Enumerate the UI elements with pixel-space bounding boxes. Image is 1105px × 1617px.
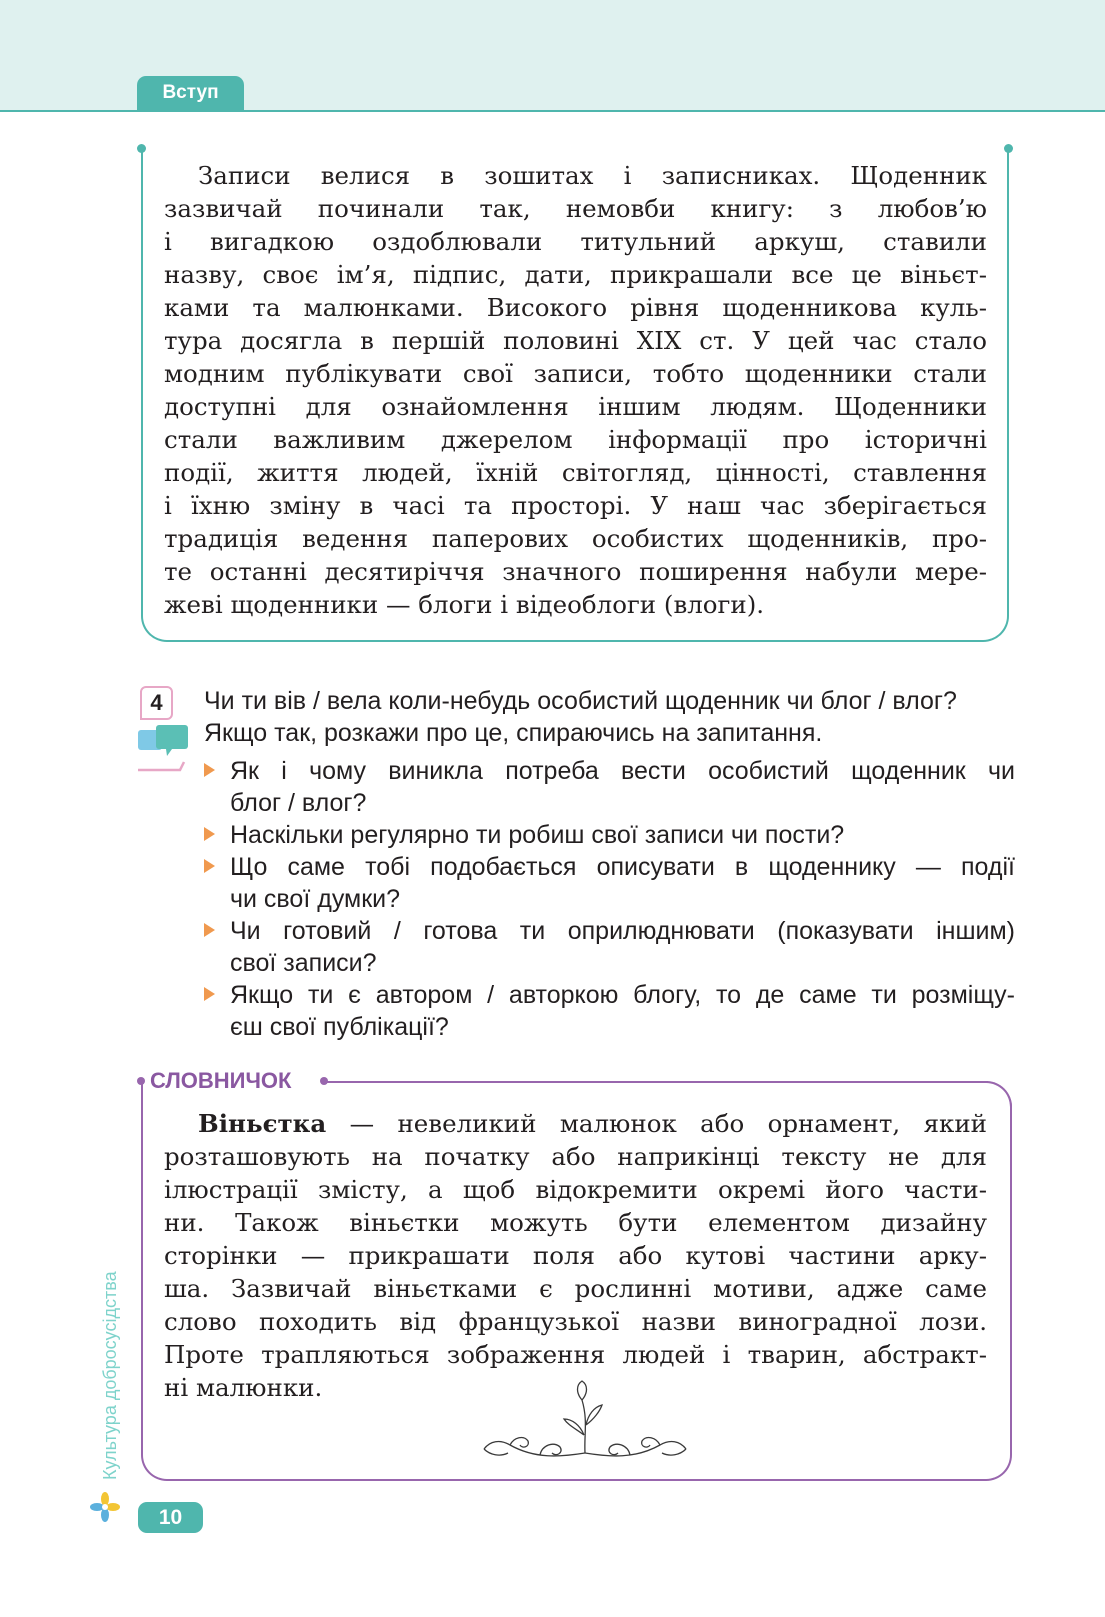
- glossary-line: сторінки — прикрашати поля або кутові частини арку-: [164, 1241, 987, 1270]
- question-line: Якщо ти є автором / авторкою блогу, то де саме ти розміщу-: [230, 981, 1015, 1009]
- glossary-line: ні малюнки.: [164, 1373, 323, 1402]
- glossary-line: слово походить від французької назви виноградної лози.: [164, 1307, 987, 1336]
- question-line: єш свої публікації?: [230, 1013, 449, 1041]
- vignette-ornament-icon: [480, 1375, 690, 1465]
- bullet-arrow-icon: [204, 987, 215, 1001]
- speech-bubble-tail: [166, 749, 172, 756]
- flower-logo-icon: [90, 1492, 120, 1522]
- left-scroll: [484, 1442, 585, 1456]
- intro-line: доступні для ознайомлення іншим людям. Щоденники: [164, 392, 987, 421]
- task-intro-line: Якщо так, розкажи про це, спираючись на запитання.: [204, 719, 823, 747]
- page-number: 10: [138, 1502, 203, 1533]
- glossary-top-rule: [325, 1081, 988, 1083]
- left-tip: [484, 1449, 508, 1455]
- flower-bud: [578, 1381, 587, 1400]
- flower-stem: [582, 1400, 585, 1453]
- frame-corner-dot: [137, 144, 146, 153]
- intro-line: стали важливим джерелом інформації про історичні: [164, 425, 987, 454]
- petal: [101, 1508, 109, 1522]
- task-intro-line: Чи ти вів / вела коли-небудь особистий щоденник чи блог / влог?: [204, 687, 957, 715]
- glossary-line: розташовують на початку або наприкінці тексту не для: [164, 1142, 987, 1171]
- intro-line: події, життя людей, їхній світогляд, цінності, ставлення: [164, 458, 987, 487]
- intro-line: і їхню зміну в часі та просторі. У наш час зберігається: [164, 491, 987, 520]
- bullet-arrow-icon: [204, 763, 215, 777]
- task-number-badge: 4: [140, 686, 173, 720]
- question-line: Як і чому виникла потреба вести особистий щоденник чи: [230, 757, 1015, 785]
- glossary-rule-dot: [320, 1077, 328, 1085]
- intro-line: модним публікувати свої записи, тобто щоденники стали: [164, 359, 987, 388]
- flower-leaf: [586, 1405, 602, 1425]
- petal: [106, 1503, 120, 1511]
- left-curl: [510, 1438, 528, 1448]
- question-line: Що саме тобі подобається описувати в щоденнику — події: [230, 853, 1015, 881]
- right-tip: [662, 1449, 686, 1455]
- side-book-title: Культура добросусідства: [100, 1271, 120, 1480]
- intro-line: ками та малюнками. Високого рівня щоденникова куль-: [164, 293, 987, 322]
- right-scroll: [585, 1442, 686, 1456]
- underline-stroke: [138, 762, 184, 770]
- discussion-icon: [136, 722, 192, 774]
- intro-line: тура досягла в першій половині XIX ст. У цей час стало: [164, 326, 987, 355]
- intro-line: Записи велися в зошитах і записниках. Щоденник: [198, 161, 987, 190]
- frame-corner-dot: [1004, 144, 1013, 153]
- question-line: свої записи?: [230, 949, 377, 977]
- petal: [90, 1503, 104, 1511]
- glossary-line: ни. Також віньєтки можуть бути елементом дизайну: [164, 1208, 987, 1237]
- glossary-corner-dot: [137, 1077, 145, 1085]
- intro-line: і вигадкою оздоблювали титульний аркуш, ставили: [164, 227, 987, 256]
- glossary-definition-start: — невеликий малюнок або орнамент, який: [326, 1109, 987, 1138]
- glossary-term: Віньєтка: [198, 1109, 327, 1138]
- question-line: Наскільки регулярно ти робиш свої записи чи пости?: [230, 821, 845, 849]
- glossary-line: [164, 1108, 987, 1140]
- intro-line: традиція ведення паперових особистих щоденників, про-: [164, 524, 987, 553]
- speech-bubble-front: [156, 725, 188, 749]
- left-curl: [540, 1444, 561, 1455]
- intro-line: те останні десятиріччя значного поширення набули мере-: [164, 557, 987, 586]
- intro-line: жеві щоденники — блоги і відеоблоги (влоги).: [164, 590, 765, 619]
- flower-leaf: [564, 1419, 584, 1435]
- right-curl: [609, 1444, 630, 1455]
- bullet-arrow-icon: [204, 859, 215, 873]
- section-tab: Вступ: [137, 76, 244, 110]
- glossary-heading: СЛОВНИЧОК: [150, 1068, 292, 1093]
- question-line: блог / влог?: [230, 789, 367, 817]
- question-line: Чи готовий / готова ти оприлюднювати (показувати іншим): [230, 917, 1015, 945]
- glossary-line: ша. Зазвичай віньєтками є рослинні мотиви, адже саме: [164, 1274, 987, 1303]
- intro-line: назву, своє ім’я, підпис, дати, прикрашали все це віньєт-: [164, 260, 987, 289]
- intro-line: зазвичай починали так, немовби книгу: з любов’ю: [164, 194, 987, 223]
- petal: [101, 1492, 109, 1506]
- glossary-line: ілюстрації змісту, а щоб відокремити окремі його части-: [164, 1175, 987, 1204]
- bullet-arrow-icon: [204, 827, 215, 841]
- bullet-arrow-icon: [204, 923, 215, 937]
- flower-center: [102, 1504, 108, 1510]
- glossary-line: Проте трапляються зображення людей і тварин, абстракт-: [164, 1340, 987, 1369]
- right-curl: [642, 1438, 660, 1448]
- question-line: чи свої думки?: [230, 885, 401, 913]
